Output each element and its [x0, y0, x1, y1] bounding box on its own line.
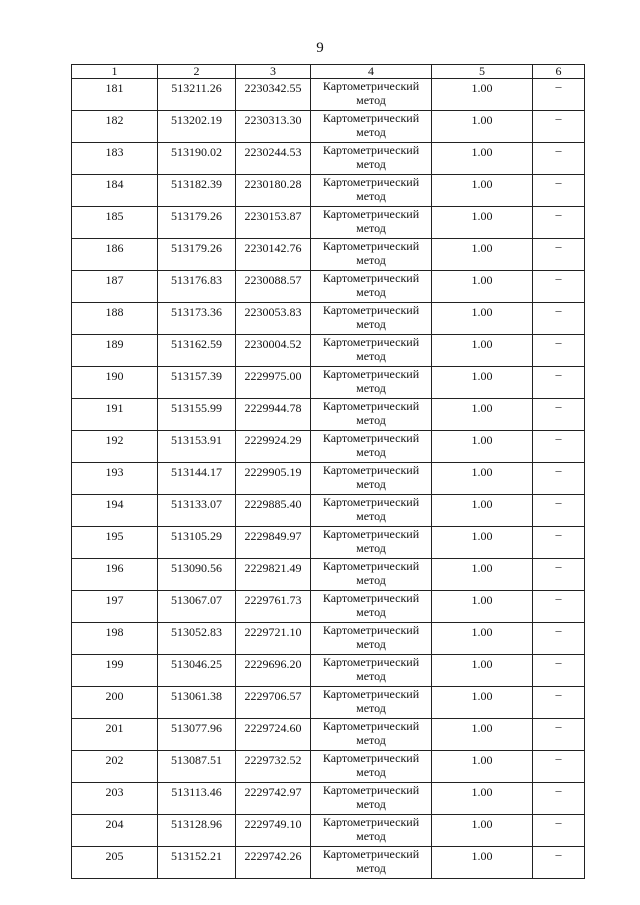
point-number: 196	[72, 559, 158, 591]
method-cell	[311, 143, 432, 175]
accuracy-value: 1.00	[432, 175, 533, 207]
column-header-3: 3	[236, 65, 311, 79]
method-line-2: метод	[356, 125, 386, 139]
column-header-4: 4	[311, 65, 432, 79]
point-number: 200	[72, 687, 158, 719]
table-row	[72, 751, 585, 783]
table-row	[72, 847, 585, 879]
table-row	[72, 239, 585, 271]
point-number: 195	[72, 527, 158, 559]
accuracy-value: 1.00	[432, 463, 533, 495]
accuracy-value: 1.00	[432, 591, 533, 623]
accuracy-value: 1.00	[432, 207, 533, 239]
coordinate-y: 2229724.60	[236, 719, 311, 751]
method-line-1: Картометрический	[322, 335, 420, 349]
coordinate-x: 513144.17	[158, 463, 236, 495]
table-row	[72, 175, 585, 207]
method-cell	[311, 623, 432, 655]
coordinate-y: 2229975.00	[236, 367, 311, 399]
coordinate-y: 2230313.30	[236, 111, 311, 143]
method-line-1: Картометрический	[322, 399, 420, 413]
coordinate-x: 513152.21	[158, 847, 236, 879]
table-row	[72, 687, 585, 719]
accuracy-value: 1.00	[432, 847, 533, 879]
method-cell	[311, 367, 432, 399]
accuracy-value: 1.00	[432, 143, 533, 175]
accuracy-value: 1.00	[432, 815, 533, 847]
coordinate-x: 513157.39	[158, 367, 236, 399]
table-row	[72, 399, 585, 431]
coordinate-y: 2229749.10	[236, 815, 311, 847]
method-line-1: Картометрический	[322, 655, 420, 669]
method-line-2: метод	[356, 861, 386, 875]
method-line-1: Картометрический	[322, 143, 420, 157]
method-line-1: Картометрический	[322, 111, 420, 125]
point-number: 192	[72, 431, 158, 463]
point-number: 183	[72, 143, 158, 175]
method-cell	[311, 175, 432, 207]
method-line-1: Картометрический	[322, 463, 420, 477]
table-header	[72, 65, 585, 79]
note-dash: –	[533, 207, 585, 239]
table-row	[72, 431, 585, 463]
accuracy-value: 1.00	[432, 495, 533, 527]
note-dash: –	[533, 847, 585, 879]
method-cell	[311, 79, 432, 111]
method-cell	[311, 559, 432, 591]
note-dash: –	[533, 815, 585, 847]
column-header-2: 2	[158, 65, 236, 79]
coordinate-x: 513105.29	[158, 527, 236, 559]
accuracy-value: 1.00	[432, 335, 533, 367]
method-cell	[311, 303, 432, 335]
method-cell	[311, 335, 432, 367]
table-row	[72, 655, 585, 687]
method-line-1: Картометрический	[322, 431, 420, 445]
accuracy-value: 1.00	[432, 303, 533, 335]
method-cell	[311, 527, 432, 559]
method-line-2: метод	[356, 253, 386, 267]
coordinate-y: 2230004.52	[236, 335, 311, 367]
method-line-1: Картометрический	[322, 239, 420, 253]
coordinate-y: 2230053.83	[236, 303, 311, 335]
note-dash: –	[533, 559, 585, 591]
note-dash: –	[533, 495, 585, 527]
method-line-2: метод	[356, 509, 386, 523]
table-row	[72, 111, 585, 143]
coordinate-x: 513128.96	[158, 815, 236, 847]
method-line-1: Картометрический	[322, 527, 420, 541]
point-number: 194	[72, 495, 158, 527]
note-dash: –	[533, 783, 585, 815]
note-dash: –	[533, 687, 585, 719]
page-number: 9	[316, 40, 324, 56]
method-cell	[311, 751, 432, 783]
method-cell	[311, 431, 432, 463]
table-row	[72, 303, 585, 335]
coordinate-y: 2229742.97	[236, 783, 311, 815]
coordinate-x: 513211.26	[158, 79, 236, 111]
coordinate-x: 513052.83	[158, 623, 236, 655]
method-cell	[311, 111, 432, 143]
method-line-2: метод	[356, 733, 386, 747]
point-number: 201	[72, 719, 158, 751]
method-cell	[311, 463, 432, 495]
note-dash: –	[533, 367, 585, 399]
coordinate-y: 2229742.26	[236, 847, 311, 879]
method-line-1: Картометрический	[322, 591, 420, 605]
coordinate-x: 513182.39	[158, 175, 236, 207]
method-line-1: Картометрический	[322, 79, 420, 93]
header-row	[72, 65, 585, 79]
coordinate-x: 513061.38	[158, 687, 236, 719]
point-number: 202	[72, 751, 158, 783]
coordinate-y: 2229732.52	[236, 751, 311, 783]
method-line-1: Картометрический	[322, 367, 420, 381]
note-dash: –	[533, 79, 585, 111]
note-dash: –	[533, 719, 585, 751]
method-line-2: метод	[356, 157, 386, 171]
method-line-1: Картометрический	[322, 847, 420, 861]
method-cell	[311, 783, 432, 815]
method-cell	[311, 655, 432, 687]
coordinate-y: 2229706.57	[236, 687, 311, 719]
coordinate-x: 513077.96	[158, 719, 236, 751]
note-dash: –	[533, 527, 585, 559]
method-line-2: метод	[356, 797, 386, 811]
point-number: 198	[72, 623, 158, 655]
method-line-2: метод	[356, 285, 386, 299]
method-line-2: метод	[356, 605, 386, 619]
point-number: 199	[72, 655, 158, 687]
point-number: 205	[72, 847, 158, 879]
accuracy-value: 1.00	[432, 367, 533, 399]
method-cell	[311, 591, 432, 623]
point-number: 181	[72, 79, 158, 111]
coordinate-y: 2230342.55	[236, 79, 311, 111]
coordinate-x: 513090.56	[158, 559, 236, 591]
coordinate-x: 513179.26	[158, 207, 236, 239]
note-dash: –	[533, 431, 585, 463]
coordinate-x: 513176.83	[158, 271, 236, 303]
column-header-6: 6	[533, 65, 585, 79]
method-line-1: Картометрический	[322, 495, 420, 509]
method-line-2: метод	[356, 541, 386, 555]
table-row	[72, 815, 585, 847]
column-header-5: 5	[432, 65, 533, 79]
method-line-1: Картометрический	[322, 207, 420, 221]
accuracy-value: 1.00	[432, 271, 533, 303]
table-row	[72, 335, 585, 367]
coordinate-y: 2229924.29	[236, 431, 311, 463]
accuracy-value: 1.00	[432, 559, 533, 591]
table-row	[72, 271, 585, 303]
note-dash: –	[533, 399, 585, 431]
coordinate-x: 513133.07	[158, 495, 236, 527]
point-number: 204	[72, 815, 158, 847]
coordinate-y: 2230180.28	[236, 175, 311, 207]
accuracy-value: 1.00	[432, 79, 533, 111]
method-line-1: Картометрический	[322, 623, 420, 637]
method-line-1: Картометрический	[322, 687, 420, 701]
point-number: 190	[72, 367, 158, 399]
note-dash: –	[533, 591, 585, 623]
coordinate-y: 2229885.40	[236, 495, 311, 527]
method-line-2: метод	[356, 477, 386, 491]
accuracy-value: 1.00	[432, 399, 533, 431]
coordinate-y: 2229721.10	[236, 623, 311, 655]
coordinate-y: 2229696.20	[236, 655, 311, 687]
method-cell	[311, 207, 432, 239]
table-row	[72, 719, 585, 751]
point-number: 187	[72, 271, 158, 303]
table-row	[72, 559, 585, 591]
method-line-2: метод	[356, 381, 386, 395]
method-line-2: метод	[356, 829, 386, 843]
point-number: 182	[72, 111, 158, 143]
coordinate-x: 513087.51	[158, 751, 236, 783]
column-header-1: 1	[72, 65, 158, 79]
accuracy-value: 1.00	[432, 527, 533, 559]
point-number: 191	[72, 399, 158, 431]
method-cell	[311, 815, 432, 847]
accuracy-value: 1.00	[432, 719, 533, 751]
note-dash: –	[533, 623, 585, 655]
table-row	[72, 623, 585, 655]
table-row	[72, 463, 585, 495]
method-line-1: Картометрический	[322, 783, 420, 797]
table-row	[72, 527, 585, 559]
method-cell	[311, 495, 432, 527]
point-number: 185	[72, 207, 158, 239]
point-number: 188	[72, 303, 158, 335]
point-number: 184	[72, 175, 158, 207]
note-dash: –	[533, 335, 585, 367]
method-line-2: метод	[356, 93, 386, 107]
method-cell	[311, 271, 432, 303]
accuracy-value: 1.00	[432, 431, 533, 463]
method-line-2: метод	[356, 669, 386, 683]
coordinate-y: 2229761.73	[236, 591, 311, 623]
point-number: 197	[72, 591, 158, 623]
coordinate-y: 2230244.53	[236, 143, 311, 175]
accuracy-value: 1.00	[432, 111, 533, 143]
method-cell	[311, 687, 432, 719]
coordinate-x: 513202.19	[158, 111, 236, 143]
point-number: 186	[72, 239, 158, 271]
accuracy-value: 1.00	[432, 655, 533, 687]
point-number: 203	[72, 783, 158, 815]
note-dash: –	[533, 111, 585, 143]
table-row	[72, 79, 585, 111]
method-line-2: метод	[356, 573, 386, 587]
method-cell	[311, 719, 432, 751]
note-dash: –	[533, 271, 585, 303]
method-line-1: Картометрический	[322, 271, 420, 285]
coordinate-y: 2230142.76	[236, 239, 311, 271]
method-line-2: метод	[356, 189, 386, 203]
accuracy-value: 1.00	[432, 751, 533, 783]
method-line-2: метод	[356, 349, 386, 363]
method-cell	[311, 399, 432, 431]
coordinate-y: 2229944.78	[236, 399, 311, 431]
note-dash: –	[533, 751, 585, 783]
method-cell	[311, 239, 432, 271]
table-row	[72, 495, 585, 527]
method-line-2: метод	[356, 445, 386, 459]
method-line-2: метод	[356, 413, 386, 427]
table-row	[72, 207, 585, 239]
table-body	[72, 79, 585, 879]
coordinate-x: 513190.02	[158, 143, 236, 175]
coordinate-y: 2229849.97	[236, 527, 311, 559]
coordinate-x: 513046.25	[158, 655, 236, 687]
note-dash: –	[533, 175, 585, 207]
table-row	[72, 143, 585, 175]
note-dash: –	[533, 239, 585, 271]
note-dash: –	[533, 463, 585, 495]
method-line-1: Картометрический	[322, 719, 420, 733]
coordinate-x: 513067.07	[158, 591, 236, 623]
point-number: 189	[72, 335, 158, 367]
coordinate-y: 2229905.19	[236, 463, 311, 495]
method-cell	[311, 847, 432, 879]
note-dash: –	[533, 655, 585, 687]
note-dash: –	[533, 143, 585, 175]
method-line-1: Картометрический	[322, 815, 420, 829]
method-line-2: метод	[356, 221, 386, 235]
method-line-1: Картометрический	[322, 751, 420, 765]
method-line-2: метод	[356, 637, 386, 651]
coordinate-y: 2230088.57	[236, 271, 311, 303]
coordinates-table	[71, 64, 585, 879]
table-row	[72, 783, 585, 815]
coordinate-y: 2230153.87	[236, 207, 311, 239]
table-row	[72, 591, 585, 623]
coordinate-x: 513113.46	[158, 783, 236, 815]
accuracy-value: 1.00	[432, 783, 533, 815]
method-line-2: метод	[356, 317, 386, 331]
accuracy-value: 1.00	[432, 623, 533, 655]
coordinate-x: 513179.26	[158, 239, 236, 271]
note-dash: –	[533, 303, 585, 335]
point-number: 193	[72, 463, 158, 495]
accuracy-value: 1.00	[432, 239, 533, 271]
coordinate-y: 2229821.49	[236, 559, 311, 591]
method-line-1: Картометрический	[322, 175, 420, 189]
method-line-1: Картометрический	[322, 559, 420, 573]
method-line-2: метод	[356, 765, 386, 779]
coordinate-x: 513155.99	[158, 399, 236, 431]
coordinate-x: 513153.91	[158, 431, 236, 463]
method-line-1: Картометрический	[322, 303, 420, 317]
table-row	[72, 367, 585, 399]
method-line-2: метод	[356, 701, 386, 715]
coordinate-x: 513162.59	[158, 335, 236, 367]
accuracy-value: 1.00	[432, 687, 533, 719]
coordinate-x: 513173.36	[158, 303, 236, 335]
